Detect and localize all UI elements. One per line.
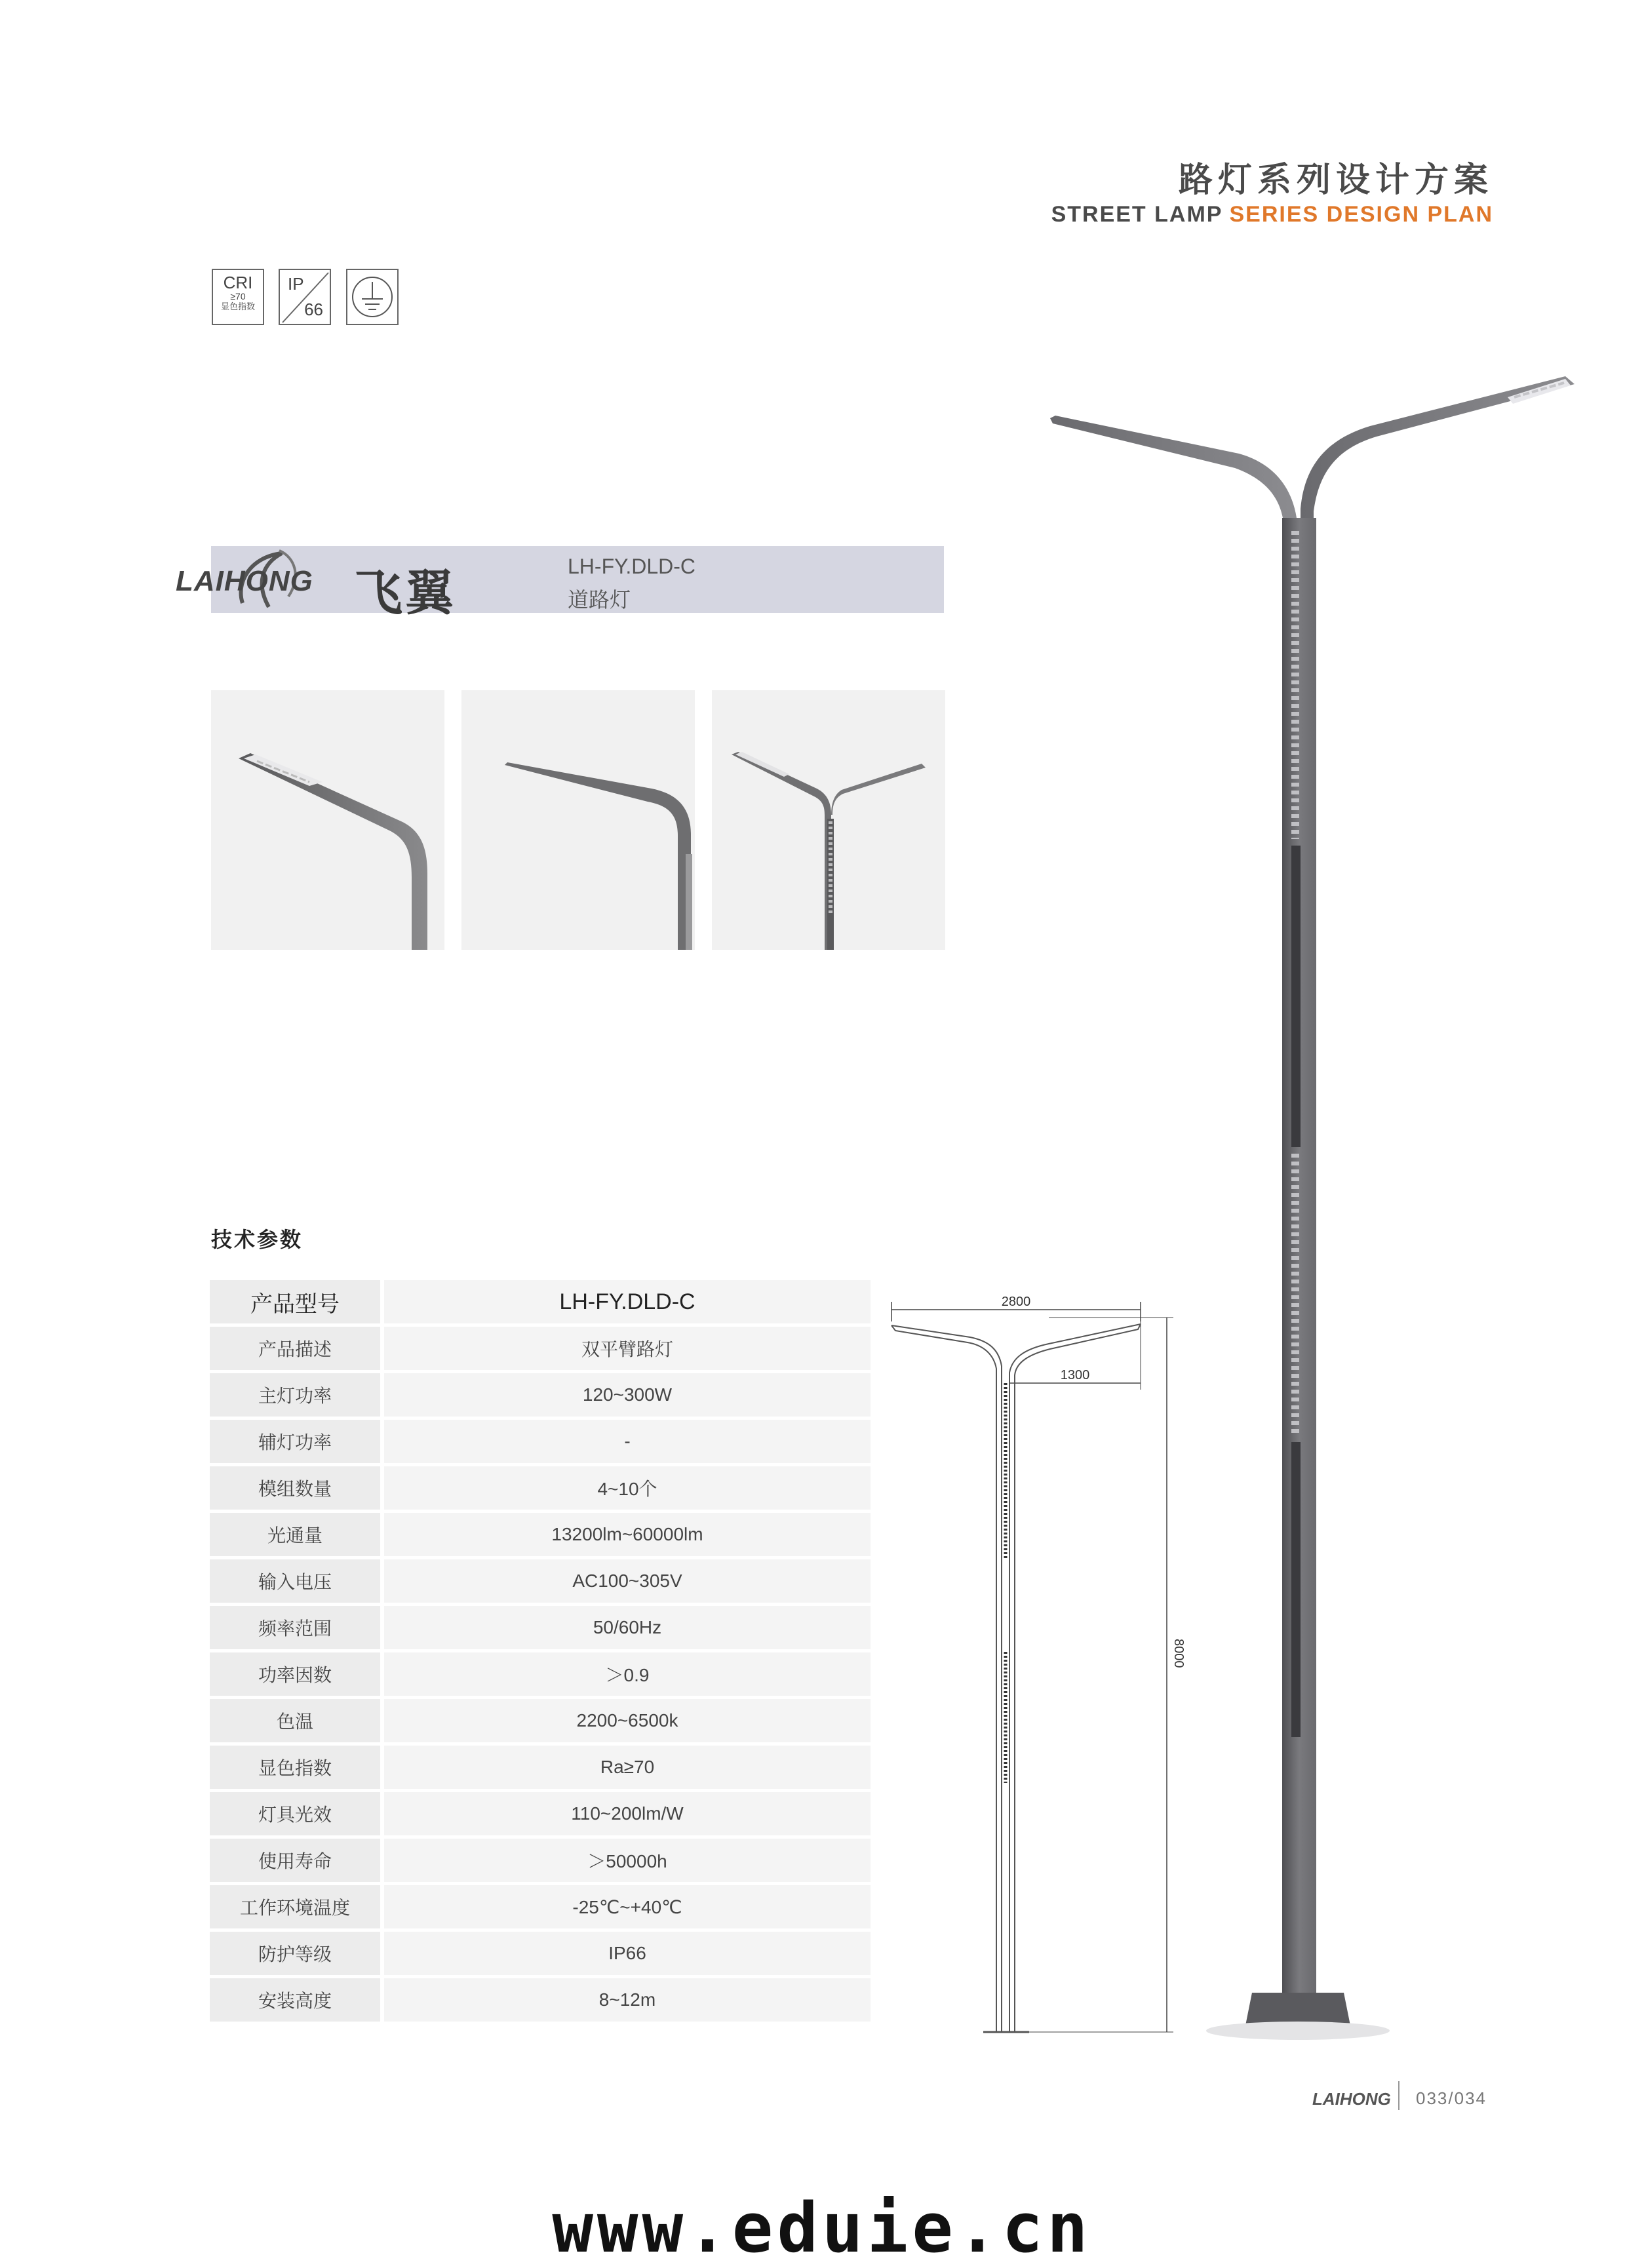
spec-row — [210, 1746, 871, 1789]
spec-key: 防护等级 — [210, 1932, 380, 1975]
spec-key: 频率范围 — [210, 1606, 380, 1649]
ground-symbol-icon — [347, 270, 397, 324]
page-title-cn: 路灯系列设计方案 — [1178, 161, 1493, 199]
spec-row — [210, 1792, 871, 1835]
spec-row — [210, 1420, 871, 1463]
spec-value: -25℃~+40℃ — [380, 1885, 871, 1928]
spec-section-title: 技术参数 — [211, 1228, 303, 1251]
spec-row — [210, 1559, 871, 1603]
spec-row — [210, 1466, 871, 1510]
spec-row — [210, 1513, 871, 1556]
thumbnail-lamp-side — [461, 690, 695, 950]
spec-row — [210, 1373, 871, 1417]
spec-row — [210, 1280, 871, 1323]
spec-value: 双平臂路灯 — [380, 1327, 871, 1370]
spec-key: 安装高度 — [210, 1978, 380, 2022]
footer-brand-logo: LAIHONG — [1312, 2089, 1391, 2109]
page-title-en — [1051, 202, 1493, 227]
thumbnail-lamp-head — [211, 690, 444, 950]
cri-caption: 显色指数 — [220, 302, 255, 311]
spec-row — [210, 1652, 871, 1696]
page-number: 033/034 — [1416, 2088, 1487, 2108]
spec-value: LH-FY.DLD-C — [380, 1280, 871, 1323]
product-name: 飞翼 — [354, 566, 456, 620]
spec-value: IP66 — [380, 1932, 871, 1975]
spec-row — [210, 1885, 871, 1928]
spec-value: AC100~305V — [380, 1559, 871, 1603]
spec-value: ＞50000h — [380, 1839, 871, 1882]
spec-value: 50/60Hz — [380, 1606, 871, 1649]
spec-value: 110~200lm/W — [380, 1792, 871, 1835]
spec-table — [210, 1277, 871, 2025]
cri-badge — [212, 269, 264, 325]
brand-logo: LAIHONG — [176, 565, 313, 597]
ip-value: 66 — [304, 300, 323, 319]
dimension-drawing — [878, 1285, 1219, 2045]
spec-value: 8~12m — [380, 1978, 871, 2022]
spec-value: - — [380, 1420, 871, 1463]
spec-row — [210, 1978, 871, 2022]
product-type: 道路灯 — [568, 588, 631, 612]
cri-label: CRI — [223, 273, 253, 292]
title-en-part-b: SERIES DESIGN PLAN — [1229, 202, 1493, 227]
thumbnail-lamp-front — [712, 690, 945, 950]
spec-key: 主灯功率 — [210, 1373, 380, 1417]
product-code: LH-FY.DLD-C — [568, 555, 695, 578]
dim-total-width: 2800 — [1001, 1295, 1031, 1309]
spec-key: 产品型号 — [210, 1280, 380, 1323]
spec-value: ＞0.9 — [380, 1652, 871, 1696]
spec-key: 显色指数 — [210, 1746, 380, 1789]
watermark-url: www.eduie.cn — [552, 2188, 1092, 2268]
spec-key: 辅灯功率 — [210, 1420, 380, 1463]
spec-row — [210, 1932, 871, 1975]
spec-value: 4~10个 — [380, 1466, 871, 1510]
spec-key: 使用寿命 — [210, 1839, 380, 1882]
spec-key: 模组数量 — [210, 1466, 380, 1510]
dim-height: 8000 — [1171, 1639, 1186, 1668]
spec-value: 13200lm~60000lm — [380, 1513, 871, 1556]
footer-divider — [1398, 2081, 1399, 2110]
dim-arm: 1300 — [1060, 1368, 1090, 1382]
spec-row — [210, 1699, 871, 1742]
ip-label: IP — [288, 274, 304, 294]
spec-value: Ra≥70 — [380, 1746, 871, 1789]
spec-row — [210, 1327, 871, 1370]
spec-key: 产品描述 — [210, 1327, 380, 1370]
spec-key: 光通量 — [210, 1513, 380, 1556]
ip-badge — [279, 269, 331, 325]
spec-key: 工作环境温度 — [210, 1885, 380, 1928]
ground-badge — [346, 269, 399, 325]
cri-value: ≥70 — [230, 291, 246, 302]
spec-key: 灯具光效 — [210, 1792, 380, 1835]
spec-key: 功率因数 — [210, 1652, 380, 1696]
spec-key: 输入电压 — [210, 1559, 380, 1603]
title-en-part-a: STREET LAMP — [1051, 202, 1223, 227]
spec-row — [210, 1839, 871, 1882]
spec-value: 120~300W — [380, 1373, 871, 1417]
spec-row — [210, 1606, 871, 1649]
spec-value: 2200~6500k — [380, 1699, 871, 1742]
spec-key: 色温 — [210, 1699, 380, 1742]
